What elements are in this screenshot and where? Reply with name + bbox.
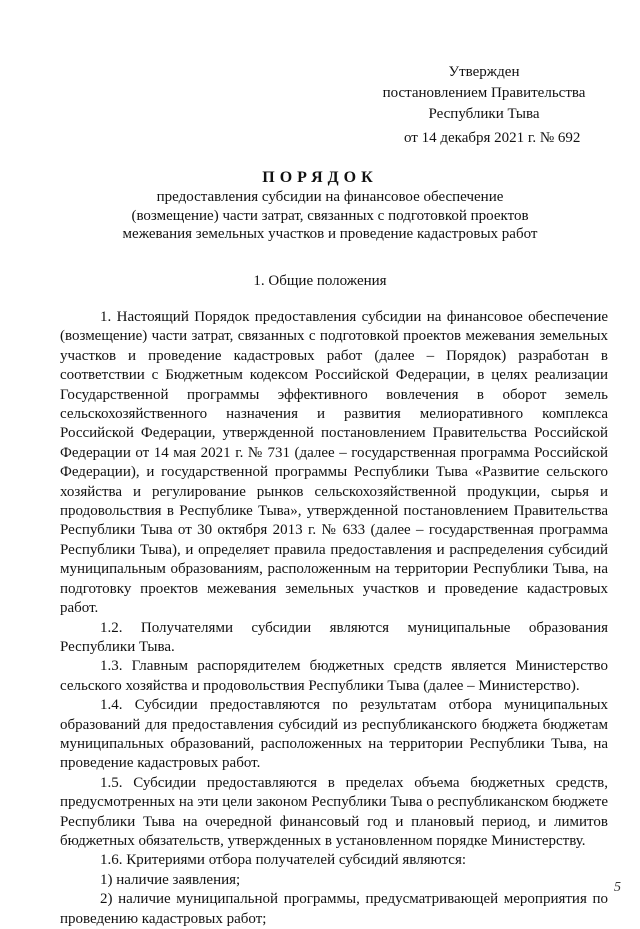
approval-stamp xyxy=(364,62,604,125)
document-subtitle: предоставления субсидии на финансовое обеспечение (возмещение) части затрат, связанных с подготовкой проектов межевания земельных участков и проведение кадастровых работ xyxy=(122,189,538,242)
document-body xyxy=(60,308,608,929)
paragraph: 1.3. Главным распорядителем бюджетных средств является Министерство сельского хозяйства и продовольствия Республики Тыва (далее – Министерство). xyxy=(60,658,608,694)
paragraph: 1.2. Получателями субсидии являются муниципальные образования Республики Тыва. xyxy=(60,619,608,655)
page-number: 5 xyxy=(614,880,621,895)
approval-line-3: Республики Тыва xyxy=(428,106,540,122)
paragraph: 1.6. Критериями отбора получателей субсидий являются: xyxy=(100,852,467,869)
approval-date: от 14 декабря 2021 г. № 692 xyxy=(404,130,581,146)
paragraph: 2) наличие муниципальной программы, предусматривающей мероприятия по проведению кадастровых работ; xyxy=(60,891,608,927)
approval-line-2: постановлением Правительства xyxy=(382,85,586,101)
document-title: ПОРЯДОК xyxy=(262,169,378,186)
approval-line-1: Утвержден xyxy=(448,64,520,80)
section-heading: 1. Общие положения xyxy=(253,273,387,289)
paragraph: 1.5. Субсидии предоставляются в пределах объема бюджетных средств, предусмотренных на эти цели законом Республики Тыва о республиканском бюджете Республики Тыва на очередной финансовый год и плановый период, и лимитов бюджетных обязательств, утвержденных в установленном порядке Министерству. xyxy=(60,774,608,849)
paragraph: 1.4. Субсидии предоставляются по результатам отбора муниципальных образований для предоставления субсидий из республиканского бюджета бюджетам муниципальных образований, расположенных на территории Республики Тыва, на проведение кадастровых работ. xyxy=(60,697,608,772)
paragraph: 1. Настоящий Порядок предоставления субсидии на финансовое обеспечение (возмещение) части затрат, связанных с подготовкой проектов межевания земельных участков и проведение кадастровых работ (далее – Порядок) разработан в соответствии с Бюджетным кодексом Российской Федерации, в целях реализации Государственной программы эффективного вовлечения в оборот земель сельскохозяйственного назначения и развития мелиоративного комплекса Российской Федерации, утвержденной постановлением Правительства Российской Федерации от 14 мая 2021 г. № 731 (далее – государственная программа Российской Федерации), и государственной программы Республики Тыва «Развитие сельского хозяйства и регулирование рынков сельскохозяйственной продукции, сырья и продовольствия в Республике Тыва», утвержденной постановлением Правительства Республики Тыва от 30 октября 2013 г. № 633 (далее – государственная программа Республики Тыва), и определяет правила предоставления и распределения субсидий муниципальным образованиям, расположенным на территории Республики Тыва, на подготовку проектов межевания земельных участков и проведение кадастровых работ. xyxy=(60,309,608,617)
paragraph: 1) наличие заявления; xyxy=(100,871,241,888)
